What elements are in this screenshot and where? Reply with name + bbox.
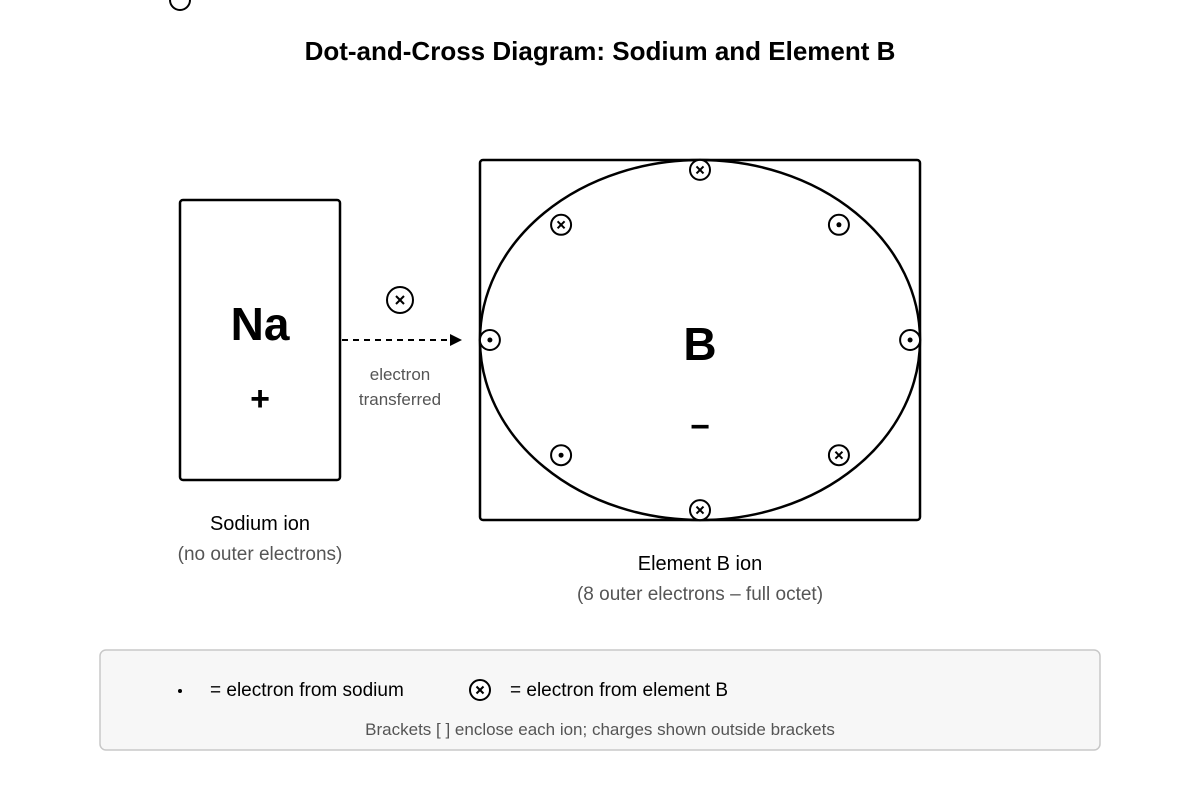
cross-legend-icon [470, 680, 490, 700]
sodium-sublabel: (no outer electrons) [177, 544, 343, 565]
legend [100, 650, 1100, 750]
electron-cross-icon [690, 160, 710, 180]
transfer-label-line1: electron [369, 365, 431, 384]
electron-dot-icon [900, 330, 920, 350]
sodium-charge: + [250, 380, 270, 418]
electron-dot-icon [829, 215, 849, 235]
element-b-ion [480, 160, 920, 605]
diagram-title: Dot-and-Cross Diagram: Sodium and Element B [304, 36, 896, 66]
transfer-label-line2: transferred [358, 390, 442, 409]
element-b-sublabel: (8 outer electrons – full octet) [576, 584, 824, 605]
electron-cross-icon [829, 445, 849, 465]
transferred-electron-cross-icon [387, 287, 413, 313]
legend-cross-text: = electron from element B [510, 680, 729, 701]
electron-transfer [342, 287, 460, 409]
legend-dot-text: = electron from sodium [210, 680, 404, 701]
dot-legend-icon [178, 689, 182, 693]
decorative-circle [170, 0, 190, 10]
electron-dot-icon [551, 445, 571, 465]
element-b-label: Element B ion [637, 553, 763, 575]
legend-note: Brackets [ ] enclose each ion; charges shown outside brackets [365, 720, 835, 739]
sodium-label: Sodium ion [209, 513, 311, 535]
electron-dot-icon [480, 330, 500, 350]
element-b-symbol: B [683, 318, 717, 370]
electron-cross-icon [551, 215, 571, 235]
element-b-charge: − [690, 408, 710, 446]
electron-cross-icon [690, 500, 710, 520]
sodium-ion [178, 200, 343, 565]
sodium-symbol: Na [230, 298, 290, 350]
